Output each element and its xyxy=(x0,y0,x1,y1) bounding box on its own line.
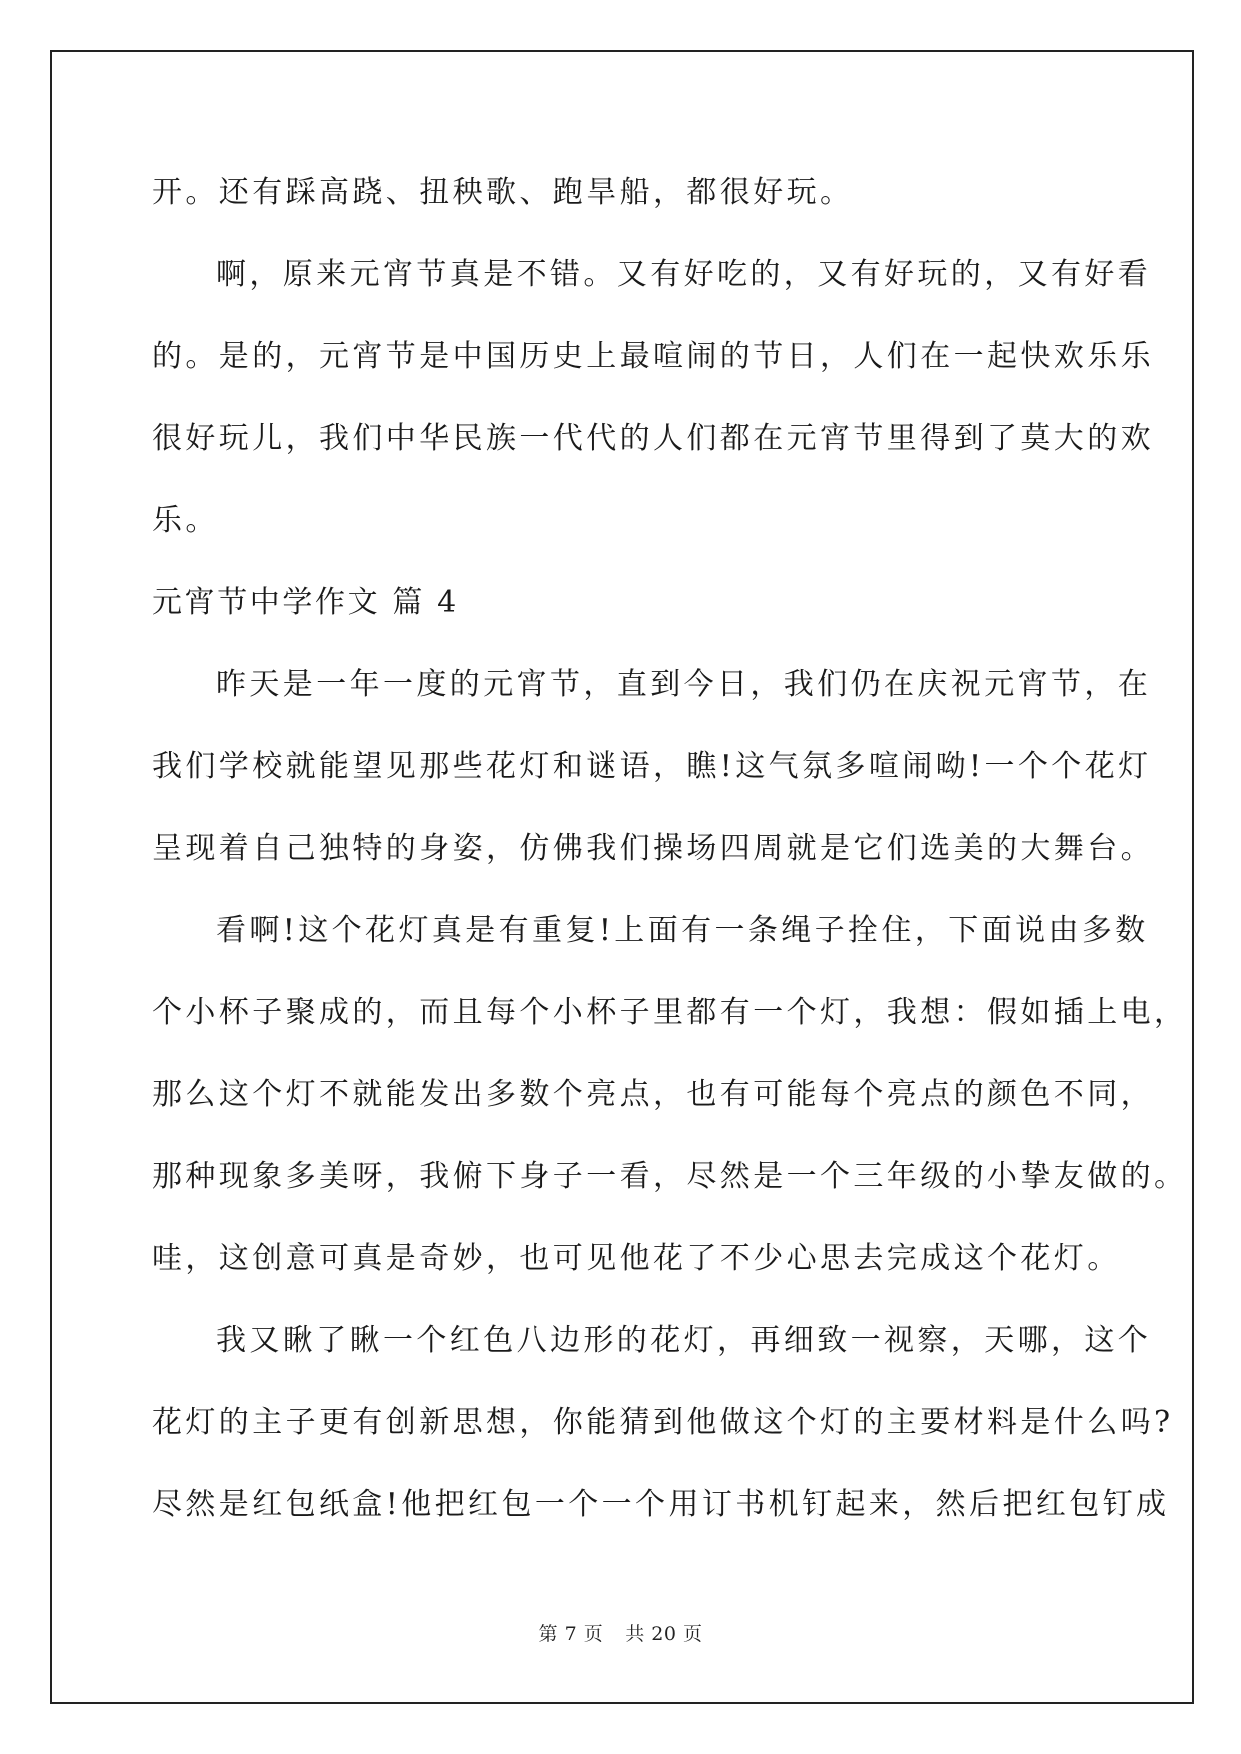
text-line: 个小杯子聚成的，而且每个小杯子里都有一个灯，我想：假如插上电， xyxy=(152,995,1188,1030)
text-line: 看啊!这个花灯真是有重复!上面有一条绳子拴住，下面说由多数 xyxy=(216,913,1149,948)
text-line: 很好玩儿，我们中华民族一代代的人们都在元宵节里得到了莫大的欢 xyxy=(152,421,1154,456)
text-line: 那么这个灯不就能发出多数个亮点，也有可能每个亮点的颜色不同， xyxy=(152,1077,1154,1112)
text-line: 昨天是一年一度的元宵节，直到今日，我们仍在庆祝元宵节，在 xyxy=(216,667,1152,702)
text-line: 开。还有踩高跷、扭秧歌、跑旱船，都很好玩。 xyxy=(152,175,854,210)
text-line: 的。是的，元宵节是中国历史上最喧闹的节日，人们在一起快欢乐乐 xyxy=(152,339,1154,374)
section-heading: 元宵节中学作文 篇 4 xyxy=(152,585,459,620)
page-total: 共 20 页 xyxy=(625,1623,703,1645)
text-line: 我又瞅了瞅一个红色八边形的花灯，再细致一视察，天哪，这个 xyxy=(216,1323,1152,1358)
text-line: 花灯的主子更有创新思想，你能猜到他做这个灯的主要材料是什么吗? xyxy=(152,1405,1174,1440)
text-line: 呈现着自己独特的身姿，仿佛我们操场四周就是它们选美的大舞台。 xyxy=(152,831,1154,866)
text-line: 哇，这创意可真是奇妙，也可见他花了不少心思去完成这个花灯。 xyxy=(152,1241,1121,1276)
text-line: 尽然是红包纸盒!他把红包一个一个用订书机钉起来，然后把红包钉成 xyxy=(152,1487,1170,1522)
text-line: 那种现象多美呀，我俯下身子一看，尽然是一个三年级的小挚友做的。 xyxy=(152,1159,1188,1194)
page-number: 第 7 页 xyxy=(538,1623,604,1645)
page-footer xyxy=(0,1622,1241,1646)
text-line: 我们学校就能望见那些花灯和谜语，瞧!这气氛多喧闹呦!一个个花灯 xyxy=(152,749,1152,784)
document-body xyxy=(152,160,1188,1554)
text-line: 啊，原来元宵节真是不错。又有好吃的，又有好玩的，又有好看 xyxy=(216,257,1152,292)
text-line: 乐。 xyxy=(152,503,219,538)
